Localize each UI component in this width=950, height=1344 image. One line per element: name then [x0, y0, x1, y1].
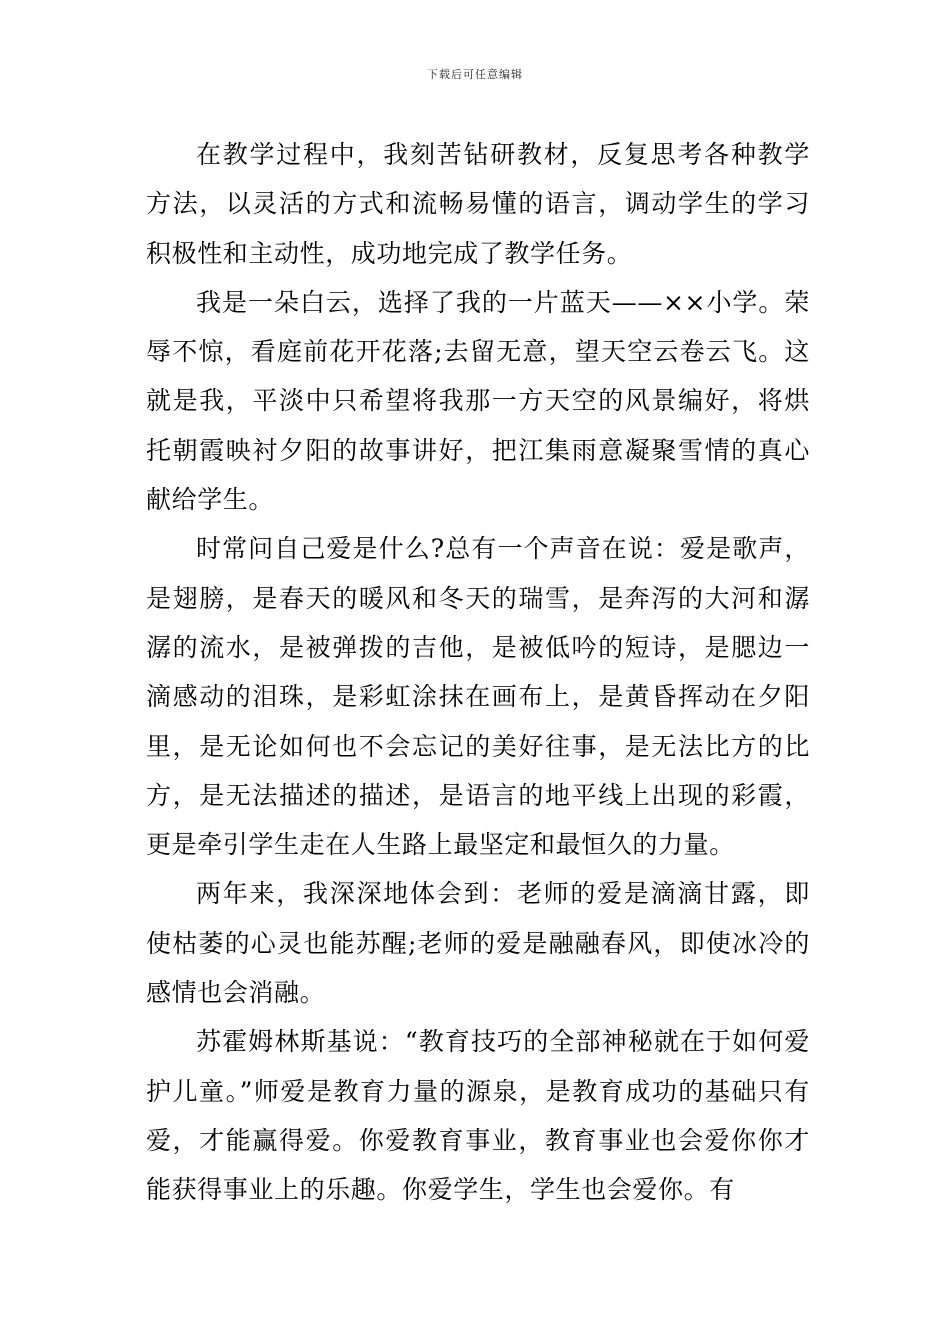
paragraph-white-cloud: 我是一朵白云，选择了我的一片蓝天——××小学。荣辱不惊，看庭前花开花落;去留无意，望天空云卷云飞。这就是我，平淡中只希望将我那一方天空的风景编好，将烘托朝霞映衬夕阳的故事讲好，把江集雨意凝聚雪情的真心献给学生。	[146, 287, 810, 515]
header-note: 下载后可任意编辑	[427, 68, 523, 81]
paragraph-what-is-love: 时常问自己爱是什么?总有一个声音在说：爱是歌声，是翅膀，是春天的暖风和冬天的瑞雪，是奔泻的大河和潺潺的流水，是被弹拨的吉他，是被低吟的短诗，是腮边一滴感动的泪珠，是彩虹涂抹在画布上，是黄昏挥动在夕阳里，是无论如何也不会忘记的美好往事，是无法比方的比方，是无法描述的描述，是语言的地平线上出现的彩霞，更是牵引学生走在人生路上最坚定和最恒久的力量。	[146, 534, 810, 860]
paragraph-teaching: 在教学过程中，我刻苦钻研教材，反复思考各种教学方法，以灵活的方式和流畅易懂的语言，调动学生的学习积极性和主动性，成功地完成了教学任务。	[146, 140, 810, 268]
paragraph-two-years: 两年来，我深深地体会到：老师的爱是滴滴甘露，即使枯萎的心灵也能苏醒;老师的爱是融融春风，即使冰冷的感情也会消融。	[146, 879, 810, 1008]
document-body	[146, 130, 810, 1215]
paragraph-sukhomlinsky: 苏霍姆林斯基说：“教育技巧的全部神秘就在于如何爱护儿童。”师爱是教育力量的源泉，是教育成功的基础只有爱，才能赢得爱。你爱教育事业，教育事业也会爱你你才能获得事业上的乐趣。你爱学生，学生也会爱你。有	[146, 1027, 810, 1205]
